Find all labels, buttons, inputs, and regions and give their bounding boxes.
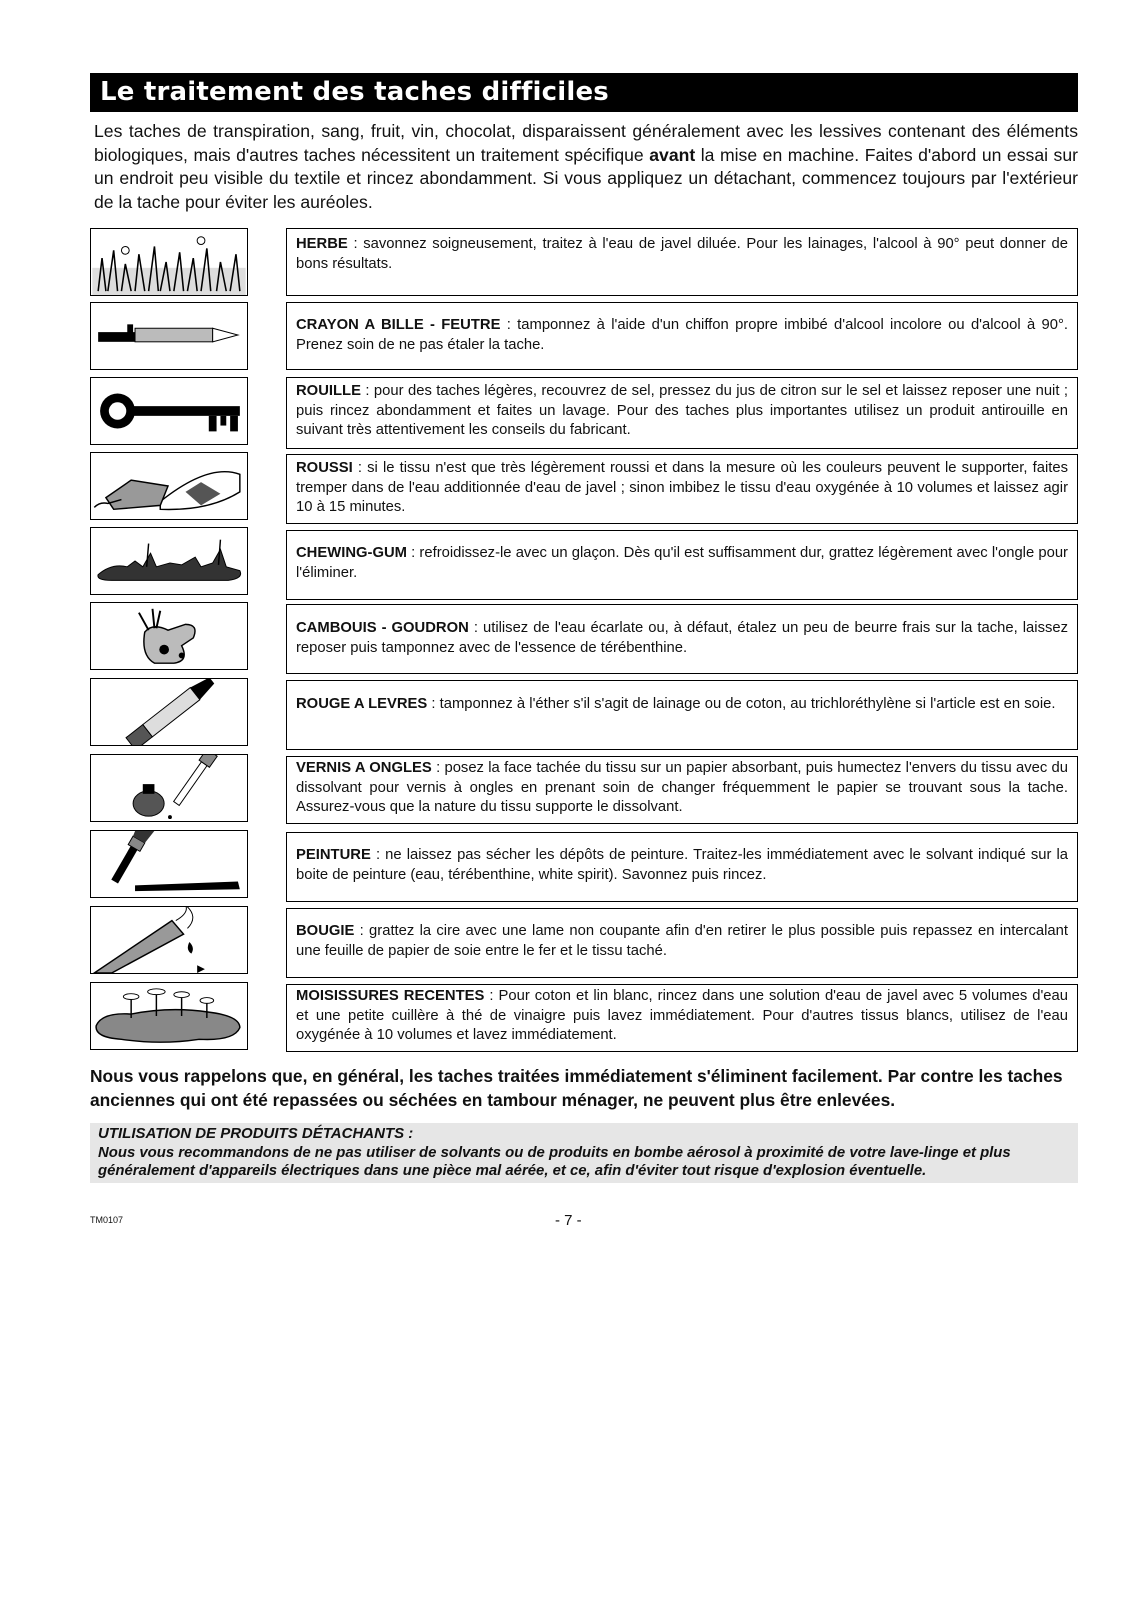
intro-emphasis: avant — [649, 144, 696, 165]
stain-instruction: : savonnez soigneusement, traitez à l'eau de javel diluée. Pour les lainages, l'alcool à 90° peut donner de bons résultats. — [296, 236, 1068, 272]
stain-instruction: : Pour coton et lin blanc, rincez dans une solution d'eau de javel avec 5 volumes d'eau et une petite cuillère à thé de vinaigre puis lavez immédiatement. Pour d'autres tissus blancs, utilisez de l'eau oxygénée à 10 volumes et lavez immédiatement. — [296, 988, 1068, 1044]
stain-instruction: : pour des taches légères, recouvrez de sel, pressez du jus de citron sur le sel et laissez reposer une nuit ; puis rincez abondamment et faites un lavage. Pour des taches plus importantes utilisez un produit antirouille en suivant très attentivement les conseils du fabricant. — [296, 383, 1068, 439]
stain-term: PEINTURE — [296, 847, 371, 863]
document-code: TM0107 — [90, 1215, 124, 1225]
stain-instruction: : tamponnez à l'aide d'un chiffon propre imbibé d'alcool incolore ou d'alcool à 90°. Prenez soin de ne pas étaler la tache. — [296, 317, 1068, 353]
stain-term: ROUGE A LEVRES — [296, 696, 428, 712]
warning-text: Nous vous recommandons de ne pas utiliser de solvants ou de produits en bombe aérosol à proximité de votre lave-linge et plus généralement d'appareils électriques dans une pièce mal aérée, et ce, afin d'éviter tout risque d'explosion éventuelle. — [98, 1144, 1011, 1179]
intro-part-2: la mise en machine. Faites d'abord un essai sur un endroit peu visible du textile et rincez abondamment. Si vous appliquez un détachant, commencez toujours par l'extérieur de la tache pour éviter les auréoles. — [94, 144, 1078, 212]
intro-paragraph — [94, 120, 1078, 214]
intro-part-1: Les taches de transpiration, sang, fruit, vin, chocolat, disparaissent généralement avec les lessives contenant des éléments biologiques, mais d'autres taches nécessitent un traitement spécifique — [94, 121, 1078, 165]
stain-term: CHEWING-GUM — [296, 545, 407, 561]
stain-entry-roussi — [286, 454, 1078, 524]
stain-term: VERNIS A ONGLES — [296, 760, 432, 776]
stain-instruction: : refroidissez-le avec un glaçon. Dès qu'il est suffisamment dur, grattez légèrement avec l'ongle pour l'éliminer. — [296, 545, 1068, 581]
stain-instruction: : ne laissez pas sécher les dépôts de peinture. Traitez-les immédiatement avec le solvant indiqué sur la boite de peinture (eau, térébenthine, white spirit). Savonnez puis rincez. — [296, 847, 1068, 883]
gum-icon — [90, 527, 248, 595]
stain-entry-crayon — [286, 302, 1078, 370]
pen-icon — [90, 302, 248, 370]
stain-term: MOISISSURES RECENTES — [296, 988, 485, 1004]
stain-entry-rouille — [286, 377, 1078, 449]
stain-term: CRAYON A BILLE - FEUTRE — [296, 317, 501, 333]
stain-entry-peinture — [286, 832, 1078, 902]
nail-polish-icon — [90, 754, 248, 822]
stain-term: ROUILLE — [296, 383, 361, 399]
stain-instruction: : tamponnez à l'éther s'il s'agit de lainage ou de coton, au trichloréthylène si l'article est en soie. — [427, 696, 1056, 712]
reminder-text: Nous vous rappelons que, en général, les taches traitées immédiatement s'éliminent facilement. Par contre les taches anciennes qui ont été repassées ou séchées en tambour ménager, ne peuvent plus être enlevées. — [90, 1066, 1063, 1110]
stain-entry-rouge-a-levres — [286, 680, 1078, 750]
stain-term: ROUSSI — [296, 460, 353, 476]
candle-icon — [90, 906, 248, 974]
stain-term: BOUGIE — [296, 923, 355, 939]
stain-instruction: : grattez la cire avec une lame non coupante afin d'en retirer le plus possible puis repassez en intercalant une feuille de papier de soie entre le fer et le tissu taché. — [296, 923, 1068, 959]
stain-instruction: : posez la face tachée du tissu sur un papier absorbant, puis humectez l'envers du tissu avec du dissolvant pour vernis à ongles en prenant soin de changer fréquemment le papier se trouvant sous la tache. Assurez-vous que la nature du tissu supporte le dissolvant. — [296, 760, 1068, 816]
stain-entry-chewing-gum — [286, 530, 1078, 600]
lipstick-icon — [90, 678, 248, 746]
stain-entry-moisissures — [286, 984, 1078, 1052]
page-number: - 7 - — [555, 1212, 582, 1229]
mold-icon — [90, 982, 248, 1050]
iron-icon — [90, 452, 248, 520]
warning-title: UTILISATION DE PRODUITS DÉTACHANTS : — [98, 1125, 414, 1142]
stain-instruction: : utilisez de l'eau écarlate ou, à défaut, étalez un peu de beurre frais sur la tache, laissez reposer puis tamponnez avec de l'essence de térébenthine. — [296, 620, 1068, 656]
paintbrush-icon — [90, 830, 248, 898]
stain-entry-cambouis — [286, 604, 1078, 674]
grass-icon — [90, 228, 248, 296]
key-icon — [90, 377, 248, 445]
stain-entry-vernis — [286, 756, 1078, 824]
stain-instruction: : si le tissu n'est que très légèrement roussi et dans la mesure où les couleurs peuvent le supporter, faites tremper dans de l'eau additionnée d'eau de javel ; sinon imbibez le tissu d'eau oxygénée à 10 volumes et laissez agir 10 à 15 minutes. — [296, 460, 1068, 516]
stain-entry-herbe — [286, 228, 1078, 296]
warning-box — [90, 1123, 1078, 1183]
page-title: Le traitement des taches difficiles — [90, 73, 1078, 112]
tar-icon — [90, 602, 248, 670]
stain-entry-bougie — [286, 908, 1078, 978]
stain-term: HERBE — [296, 236, 348, 252]
stain-term: CAMBOUIS - GOUDRON — [296, 620, 469, 636]
